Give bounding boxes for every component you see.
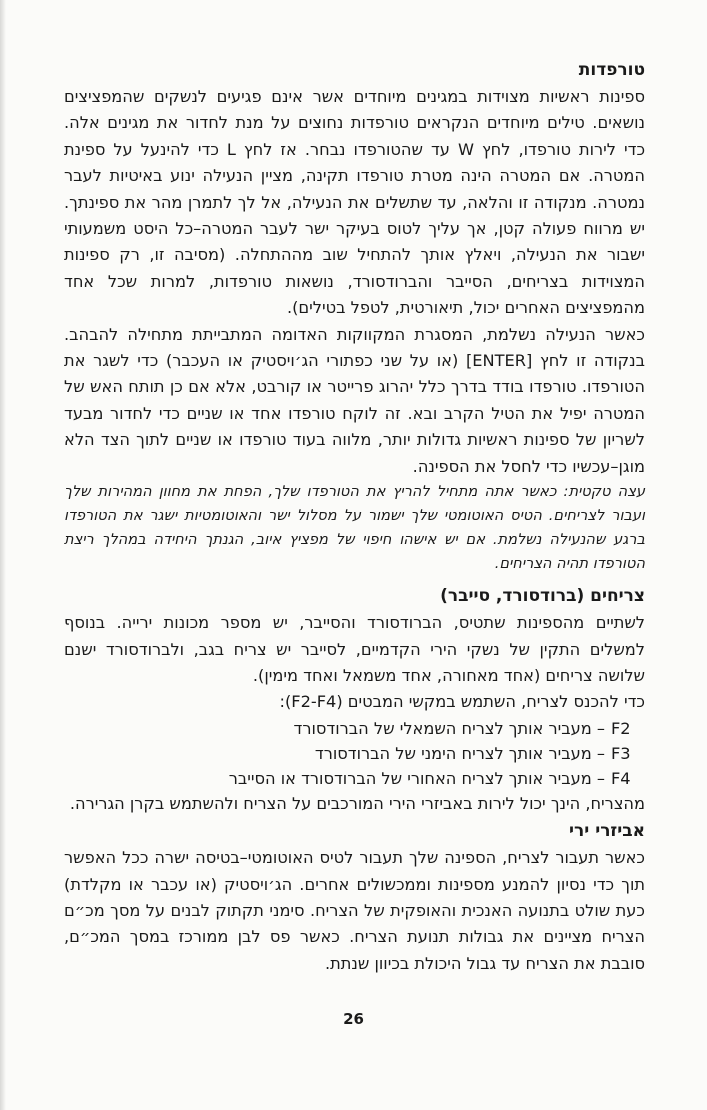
turret-key-list (64, 716, 645, 791)
key-description: – מעביר אותך לצריח האחורי של הברודסורד או הסייבר (228, 768, 605, 788)
turrets-paragraph-2: מהצריח, הינך יכול לירות באביזרי הירי המורכבים על הצריח ולהשתמש בקרן הגרירה. (69, 793, 645, 813)
key-label: F4 (611, 768, 631, 788)
turret-key-item (64, 741, 645, 766)
key-description: – מעביר אותך לצריח השמאלי של הברודסורד (293, 718, 605, 738)
turret-key-item (64, 716, 645, 741)
turrets-intro: כדי להכנס לצריח, השתמש במקשי המבטים (F2-F4): (279, 692, 645, 712)
key-label: F3 (611, 743, 631, 763)
turrets-paragraph-1: לשתיים מהספינות שתטיס, הברודסורד והסייבר, יש מספר מכונות ירייה. בנוסף למשלים התקין של נשקי הירי הקדמיים, לסייבר יש צריח בגב, ולברודסורד ישנם שלושה צריחים (אחד מאחורה, אחד משמאל ואחד מימין). (64, 613, 645, 685)
gunnery-section (64, 817, 645, 977)
scan-edge-shadow (0, 0, 6, 1110)
turret-key-item (64, 766, 645, 791)
page-number: 26 (343, 1010, 364, 1028)
torpedoes-paragraph-1: ספינות ראשיות מצוידות במגינים מיוחדים אשר אינם פגיעים לנשקים שהמפציצים נושאים. טילים מיוחדים הנקראים טורפדות נחוצים על מנת לחדור את מגינים אלה. כדי לירות טורפדו, לחץ W עד שהטורפדו נבחר. אז לחץ L כדי להינעל על ספינת המטרה. אם המטרה הינה מטרת טורפדו תקינה, מציין הנעילה ינוע באיטיות לעבר נמטרה. מנקודה זו והלאה, עד שתשלים את הנעילה, אל לך לתמרן מהר את ספינתך. יש מרווח פעולה קטן, אך עליך לטוס בעיקר ישר לעבר המטרה–כל היסט משמעותי ישבור את הנעילה, ויאלץ אותך להתחיל שוב מההתחלה. (מסיבה זו, רק ספינות המצוידות בצריחים, הסייבר והברודסורד, נושאות טורפדות, למרות שכל אחד מהמפציצים האחרים יכול, תיאורטית, לטפל בטילים). (64, 87, 646, 318)
torpedoes-paragraph-2: כאשר הנעילה נשלמת, המסגרת המקווקות האדומה המתבייתת מתחילה להבהב. בנקודה זו לחץ [ENTER] (או על שני כפתורי הג׳ויסטיק או העכבר) כדי לשגר את הטורפדו. טורפדו בודד בדרך כלל יהרוג פרייטר או קורבט, אלא אם כן תותח האש של המטרה יפיל את הטיל הקרב ובא. זה לוקח טורפדו אחד או שניים כדי לחדור מבעד לשריון של ספינות ראשיות גדולות יותר, מלווה בעוד טורפדו או שניים לתוך הצד הלא מוגן–עכשיו כדי לחסל את הספינה. (64, 324, 645, 476)
torpedoes-heading: טורפדות (578, 60, 645, 80)
key-label: F2 (611, 718, 631, 738)
key-description: – מעביר אותך לצריח הימני של הברודסורד (314, 743, 605, 763)
turrets-section (64, 582, 645, 817)
torpedoes-section (64, 56, 645, 576)
gunnery-paragraph-1: כאשר תעבור לצריח, הספינה שלך תעבור לטיס האוטומטי–בטיסה ישרה ככל האפשר תוך כדי נסיון להמנע מספינות וממכשולים אחרים. הג׳ויסטיק (או עכבר או מקלדת) כעת שולט בתנועה האנכית והאופקית של הצריח. סימני תקתוק לבנים על מסך מכ״ם הצריח מציינים את גבולות תנועת הצריח. כאשר פס לבן ממורכז במסך המכ״ם, סובבת את הצריח עד גבול היכולת בכיוון שנתת. (64, 848, 645, 973)
gunnery-heading: אביזרי ירי (569, 821, 645, 842)
turrets-heading: צריחים (ברודסורד, סייבר) (440, 586, 645, 607)
tactical-tip: עצה טקטית: כאשר אתה מתחיל להריץ את הטורפדו שלך, הפחת את מחוון המהירות שלך ועבור לצריחים. הטיס האוטומטי שלך ישמור על מסלול ישר והאוטומטיות ישגר את הטורפדו ברגע שהנעילה נשלמת. אם יש אישהו חיפוי של מפציץ איוב, הגנתך היחידה במהלך ריצת הטורפדו תהיה הצריחים. (64, 483, 645, 573)
